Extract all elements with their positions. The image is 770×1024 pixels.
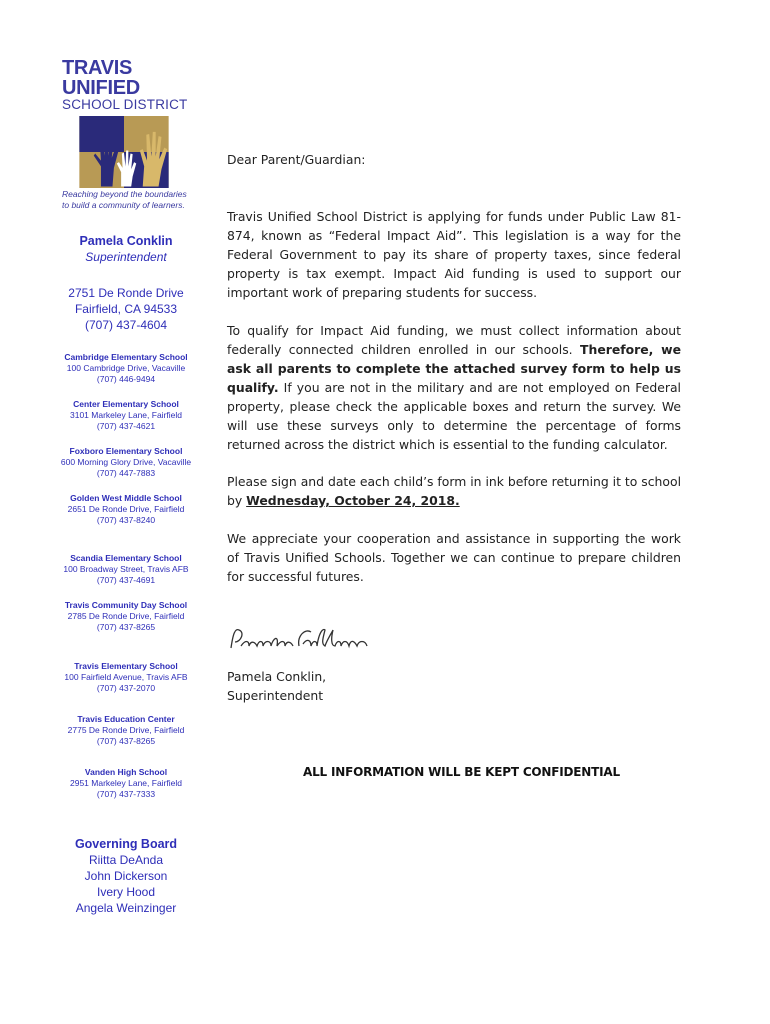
school-entry: [40, 399, 212, 432]
district-address: [40, 285, 212, 333]
logo-tagline-1: Reaching beyond the boundaries: [62, 189, 187, 199]
school-entry: [40, 553, 212, 586]
signatory-title: Superintendent: [227, 688, 324, 703]
school-phone: (707) 437-8265: [96, 622, 156, 632]
school-phone: (707) 447-7883: [96, 468, 156, 478]
superintendent-title: Superintendent: [85, 250, 167, 264]
paragraph-thanks: We appreciate your cooperation and assistance in supporting the work of Travis Unified Schools. Together we can continue to prepare children for successful futures.: [227, 531, 681, 584]
logo-tagline-2: to build a community of learners.: [62, 200, 185, 210]
deadline-date: Wednesday, October 24, 2018.: [246, 493, 460, 508]
paragraph-impact-aid: Travis Unified School District is applying for funds under Public Law 81-874, known as “Federal Impact Aid”. This legislation is a way for the Federal Government to pay its share of property taxes, since federal property is tax exempt. Impact Aid funding is used to support our important work of preparing students for success.: [227, 209, 681, 300]
confidentiality-notice: ALL INFORMATION WILL BE KEPT CONFIDENTIAL: [303, 765, 620, 779]
school-entry: [40, 493, 212, 526]
board-heading: Governing Board: [74, 837, 178, 851]
board-member: Angela Weinzinger: [75, 901, 177, 915]
district-phone: (707) 437-4604: [84, 318, 168, 332]
school-address: 2785 De Ronde Drive, Fairfield: [67, 611, 185, 621]
school-name: Golden West Middle School: [70, 493, 182, 503]
logo-subtitle: SCHOOL DISTRICT: [62, 97, 188, 112]
school-phone: (707) 446-9494: [96, 374, 156, 384]
paragraph-deadline: [227, 472, 681, 510]
school-phone: (707) 437-8265: [96, 736, 156, 746]
board-member: Riitta DeAnda: [88, 853, 164, 867]
school-entry: [40, 600, 212, 633]
logo-title: TRAVIS UNIFIED: [62, 57, 140, 99]
address-line-1: 2751 De Ronde Drive: [68, 286, 184, 300]
school-address: 3101 Markeley Lane, Fairfield: [70, 410, 182, 420]
school-entry: [40, 767, 212, 800]
school-phone: (707) 437-7333: [96, 789, 156, 799]
school-entry: [40, 446, 212, 479]
school-phone: (707) 437-4621: [96, 421, 156, 431]
governing-board: [40, 836, 212, 916]
school-name: Center Elementary School: [73, 399, 179, 409]
paragraph-qualify-emphasis: Therefore, we ask all parents to complete the attached survey form to help us qualify.: [227, 342, 681, 395]
signature-image: [227, 620, 387, 656]
paragraph-qualify-text-2: If you are not in the military and are not employed on Federal property, please check the applicable boxes and return the survey. We will use these surveys only to determine the percentage of forms returned across the district which is essential to the funding calculator.: [227, 380, 681, 452]
school-entry: [40, 352, 212, 385]
sidebar: [40, 58, 212, 916]
signatory-name: Pamela Conklin,: [227, 669, 327, 684]
hands-logo-icon: [62, 116, 186, 188]
school-name: Travis Education Center: [77, 714, 175, 724]
signatory: [227, 667, 326, 705]
school-phone: (707) 437-4691: [96, 575, 156, 585]
school-phone: (707) 437-2070: [96, 683, 156, 693]
school-name: Scandia Elementary School: [70, 553, 182, 563]
school-address: 2651 De Ronde Drive, Fairfield: [67, 504, 185, 514]
greeting: Dear Parent/Guardian:: [227, 152, 366, 167]
school-list: [40, 352, 212, 800]
school-address: 100 Cambridge Drive, Vacaville: [66, 363, 186, 373]
paragraph-qualify: [227, 321, 681, 454]
school-name: Travis Elementary School: [74, 661, 178, 671]
school-address: 2951 Markeley Lane, Fairfield: [70, 778, 182, 788]
school-name: Cambridge Elementary School: [64, 352, 188, 362]
board-member: Ivery Hood: [96, 885, 156, 899]
school-name: Travis Community Day School: [64, 600, 188, 610]
school-address: 2775 De Ronde Drive, Fairfield: [67, 725, 185, 735]
district-logo: [62, 58, 192, 210]
board-member: John Dickerson: [84, 869, 168, 883]
address-line-2: Fairfield, CA 94533: [74, 302, 178, 316]
school-phone: (707) 437-8240: [96, 515, 156, 525]
superintendent-name: Pamela Conklin: [79, 234, 173, 248]
school-address: 600 Morning Glory Drive, Vacaville: [60, 457, 192, 467]
school-address: 100 Broadway Street, Travis AFB: [63, 564, 189, 574]
school-name: Foxboro Elementary School: [69, 446, 183, 456]
paragraph-qualify-text: To qualify for Impact Aid funding, we must collect information about federally connected children enrolled in our schools.: [227, 323, 681, 357]
paragraph-deadline-text: Please sign and date each child’s form in ink before returning it to school by: [227, 474, 682, 508]
school-name: Vanden High School: [84, 767, 168, 777]
school-address: 100 Fairfield Avenue, Travis AFB: [64, 672, 188, 682]
school-entry: [40, 714, 212, 747]
school-entry: [40, 661, 212, 694]
